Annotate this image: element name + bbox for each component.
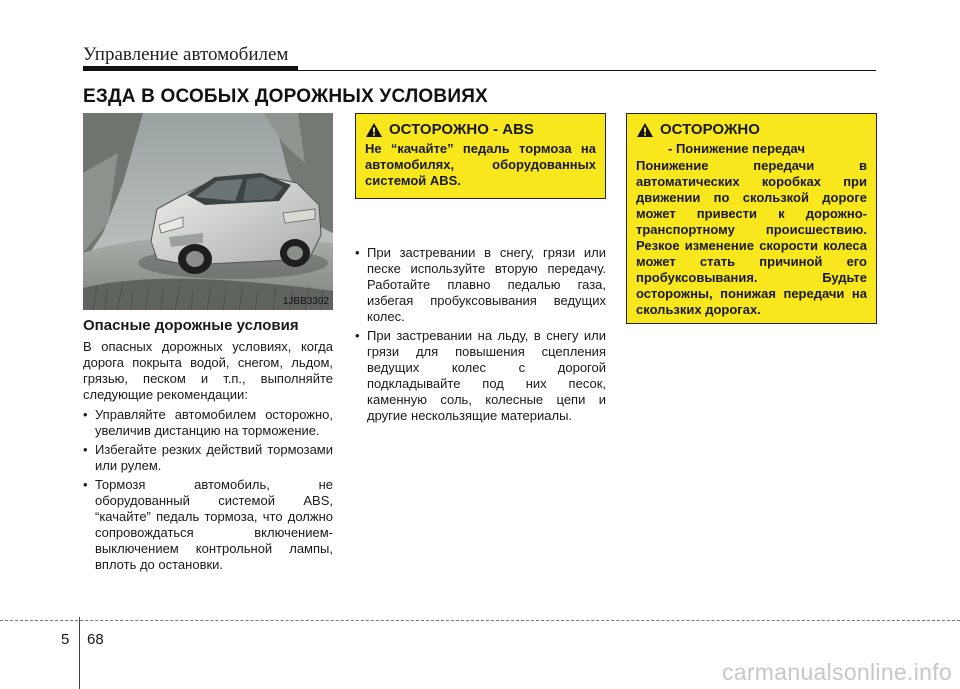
caution-subtitle: - Понижение передач bbox=[668, 141, 805, 156]
warning-triangle-icon bbox=[636, 122, 654, 138]
list-item-text: Тормозя автомобиль, не оборудованный системой ABS, “качайте” педаль тормоза, что должно сопровождаться включением-выключением контрольной лампы, вплоть до остановки. bbox=[95, 477, 333, 572]
list-item bbox=[355, 328, 606, 424]
caution-title-row bbox=[365, 122, 596, 138]
caution-title: ОСТОРОЖНО - ABS bbox=[389, 121, 534, 138]
warning-triangle-icon bbox=[365, 122, 383, 138]
list-item-text: При застревании на льду, в снегу или грязи для повышения сцепления ведущих колес с дорогой подкладывайте под них песок, каменную соль, колесные цепи и другие нескользящие материалы. bbox=[367, 328, 606, 423]
footer-divider bbox=[79, 617, 80, 689]
caution-title: ОСТОРОЖНО bbox=[660, 121, 760, 138]
caution-box-abs bbox=[355, 113, 606, 199]
list-item bbox=[83, 442, 333, 474]
car-photo bbox=[83, 113, 333, 310]
footer-rule bbox=[0, 620, 960, 621]
left-bullet-list bbox=[83, 407, 333, 573]
list-item-text: Избегайте резких действий тормозами или рулем. bbox=[95, 442, 333, 473]
bullet-marker: • bbox=[355, 328, 360, 343]
figure-code: 1JBB3302 bbox=[282, 296, 329, 307]
page-number: 68 bbox=[87, 631, 104, 648]
chapter-number: 5 bbox=[61, 631, 70, 648]
list-item bbox=[83, 407, 333, 439]
left-column-text bbox=[83, 339, 333, 576]
list-item-text: При застревании в снегу, грязи или песке используйте вторую передачу. Работайте плавно педалью газа, избегая пробуксовывания ведущих колес. bbox=[367, 245, 606, 324]
header-rule-thin bbox=[83, 70, 876, 71]
caution-title-row bbox=[636, 122, 867, 138]
middle-column-text bbox=[355, 245, 606, 427]
caution-text: Понижение передачи в автоматических коробках при движении по скользкой дороге может привести к дорожно-транспортному происшествию. Резкое изменение скорости колеса может стать причиной его пробуксовывания. Будьте осторожны, понижая передачи на скользких дорогах. bbox=[636, 158, 867, 317]
intro-paragraph: В опасных дорожных условиях, когда дорога покрыта водой, снегом, льдом, грязью, песком и т.п., выполняйте следующие рекомендации: bbox=[83, 339, 333, 402]
list-item-text: Управляйте автомобилем осторожно, увеличив дистанцию на торможение. bbox=[95, 407, 333, 438]
bullet-marker: • bbox=[83, 477, 88, 492]
caution-box-downshift bbox=[626, 113, 877, 324]
bullet-marker: • bbox=[355, 245, 360, 260]
list-item bbox=[355, 245, 606, 325]
middle-bullet-list bbox=[355, 245, 606, 424]
bullet-marker: • bbox=[83, 407, 88, 422]
caution-text: Не “качайте” педаль тормоза на автомобилях, оборудованных системой ABS. bbox=[365, 141, 596, 188]
list-item bbox=[83, 477, 333, 573]
car-illustration bbox=[83, 113, 333, 310]
watermark: carmanualsonline.info bbox=[721, 659, 952, 685]
bullet-marker: • bbox=[83, 442, 88, 457]
section-title: ЕЗДА В ОСОБЫХ ДОРОЖНЫХ УСЛОВИЯХ bbox=[83, 86, 488, 107]
running-head: Управление автомобилем bbox=[83, 44, 289, 65]
subheading-dangerous-conditions: Опасные дорожные условия bbox=[83, 317, 299, 334]
